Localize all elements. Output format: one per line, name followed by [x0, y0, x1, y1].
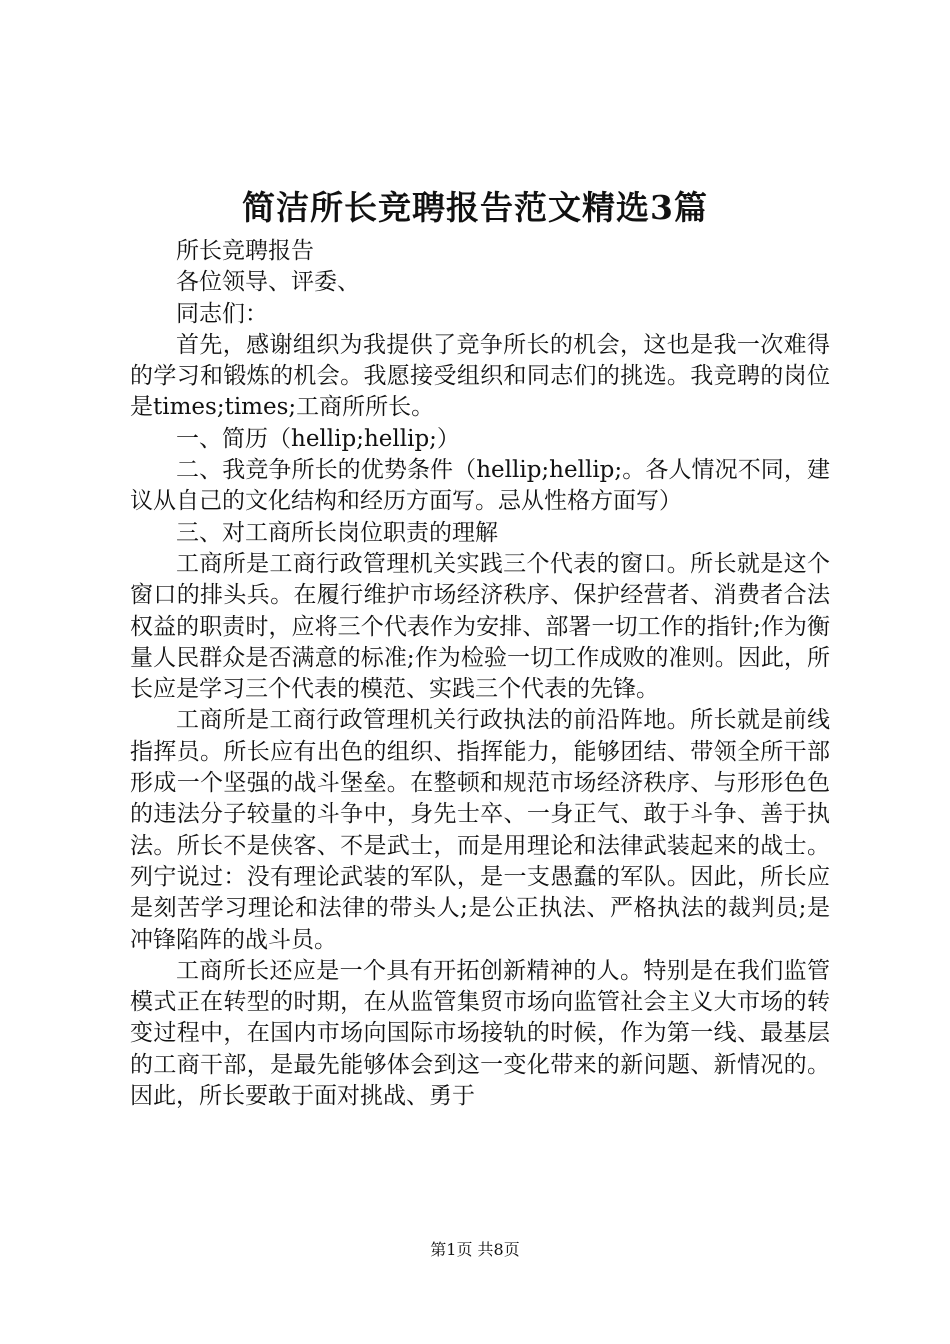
- paragraph-section-1: 一、简历（hellip;hellip;）: [176, 425, 460, 452]
- paragraph-section-2: 二、我竞争所长的优势条件（hellip;hellip;。各人情况不同，建议从自己的文化结构和经历方面写。忌从性格方面写）: [130, 457, 830, 515]
- paragraph-opening: 首先，感谢组织为我提供了竞争所长的机会，这也是我一次难得的学习和锻炼的机会。我愿接受组织和同志们的挑选。我竞聘的岗位是times;times;工商所所长。: [130, 331, 830, 421]
- document-body: [130, 236, 830, 1112]
- paragraph-section-3: 三、对工商所长岗位职责的理解: [176, 519, 498, 546]
- page-number-footer: 第1页 共8页: [430, 1240, 520, 1259]
- paragraph-heading: 所长竞聘报告: [176, 238, 314, 264]
- paragraph-salutation-2: 同志们：: [176, 300, 268, 327]
- paragraph-salutation-1: 各位领导、评委、: [176, 269, 360, 296]
- paragraph-body-3: 工商所长还应是一个具有开拓创新精神的人。特别是在我们监管模式正在转型的时期，在从监管集贸市场向监管社会主义大市场的转变过程中，在国内市场向国际市场接轨的时候，作为第一线、最基层的工商干部，是最先能够体会到这一变化带来的新问题、新情况的。因此，所长要敢于面对挑战、勇于: [130, 957, 830, 1110]
- document-title: 简洁所长竞聘报告范文精选3篇: [242, 188, 708, 227]
- paragraph-body-1: 工商所是工商行政管理机关实践三个代表的窗口。所长就是这个窗口的排头兵。在履行维护市场经济秩序、保护经营者、消费者合法权益的职责时，应将三个代表作为安排、部署一切工作的指针;作为衡量人民群众是否满意的标准;作为检验一切工作成败的准则。因此，所长应是学习三个代表的模范、实践三个代表的先锋。: [130, 550, 830, 703]
- paragraph-body-2: 工商所是工商行政管理机关行政执法的前沿阵地。所长就是前线指挥员。所长应有出色的组织、指挥能力，能够团结、带领全所干部形成一个坚强的战斗堡垒。在整顿和规范市场经济秩序、与形形色色的违法分子较量的斗争中，身先士卒、一身正气、敢于斗争、善于执法。所长不是侠客、不是武士，而是用理论和法律武装起来的战士。列宁说过：没有理论武装的军队，是一支愚蠢的军队。因此，所长应是刻苦学习理论和法律的带头人;是公正执法、严格执法的裁判员;是冲锋陷阵的战斗员。: [130, 707, 830, 953]
